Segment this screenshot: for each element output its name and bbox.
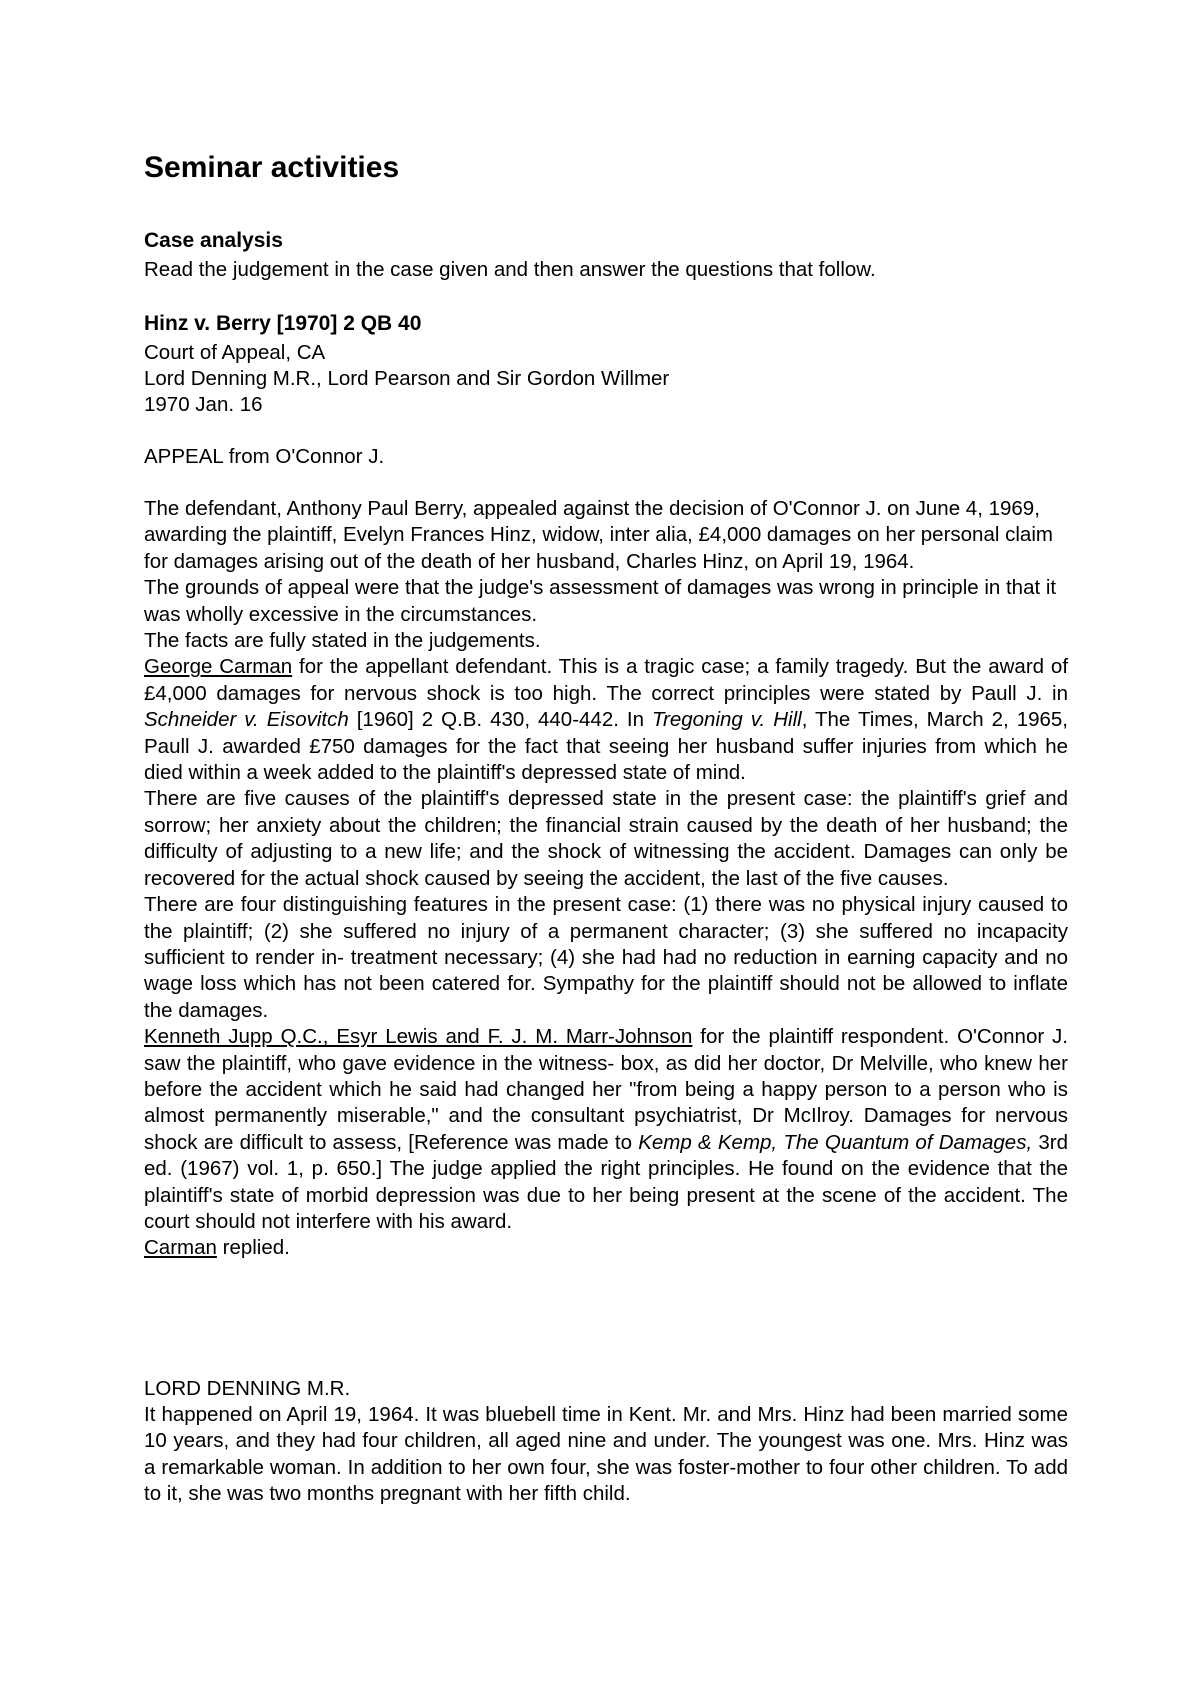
case-analysis-heading: Case analysis bbox=[144, 229, 283, 252]
date-line: 1970 Jan. 16 bbox=[144, 393, 263, 416]
judges-line: Lord Denning M.R., Lord Pearson and Sir Gordon Willmer bbox=[144, 367, 670, 390]
appellant-argument-paragraph: George Carman for the appellant defendant. This is a tragic case; a family tragedy. But the award of £4,000 damages for nervous shock is too high. The correct principles were stated by Paull J. in Schneider v. Eisovitch [1960] 2 Q.B. 430, 440-442. In Tregoning v. Hill, The Times, March 2, 1965, Paull J. awarded £750 damages for the fact that seeing her husband suffer injuries from which he died within a week added to the plaintiff's depressed state of mind. bbox=[144, 655, 1069, 785]
reply-paragraph: Carman replied. bbox=[144, 1236, 290, 1260]
case-citation: Schneider v. Eisovitch bbox=[144, 708, 349, 732]
appeal-line: APPEAL from O'Connor J. bbox=[144, 445, 385, 468]
facts-paragraph-1: The defendant, Anthony Paul Berry, appealed against the decision of O'Connor J. on June 4, 1969, awarding the plaintiff, Evelyn Frances Hinz, widow, inter alia, £4,000 damages on her personal claim for damages arising out of the death of her husband, Charles Hinz, on April 19, 1964. bbox=[144, 497, 1053, 573]
case-name-heading: Hinz v. Berry [1970] 2 QB 40 bbox=[144, 312, 422, 335]
reply-counsel: Carman bbox=[144, 1236, 217, 1260]
five-causes-paragraph: There are five causes of the plaintiff's depressed state in the present case: the plaintiff's grief and sorrow; her anxiety about the children; the financial strain caused by the death of her husband; the difficulty of adjusting to a new life; and the shock of witnessing the accident. Damages can only be recovered for the actual shock caused by seeing the accident, the last of the five causes. bbox=[144, 787, 1068, 890]
page-title: Seminar activities bbox=[144, 151, 400, 184]
facts-paragraph-3: The facts are fully stated in the judgements. bbox=[144, 629, 541, 653]
facts-paragraph-2: The grounds of appeal were that the judge's assessment of damages was wrong in principle in that it was wholly excessive in the circumstances. bbox=[144, 576, 1057, 626]
judgment-heading: LORD DENNING M.R. bbox=[144, 1377, 351, 1400]
four-features-paragraph: There are four distinguishing features in the present case: (1) there was no physical injury caused to the plaintiff; (2) she suffered no injury of a permanent character; (3) she suffered no incapacity sufficient to render in- treatment necessary; (4) she had had no reduction in earning capacity and no wage loss which has not been catered for. Sympathy for the plaintiff should not be allowed to inflate the damages. bbox=[144, 893, 1068, 1022]
respondent-counsel: Kenneth Jupp Q.C., Esyr Lewis and F. J. M. Marr-Johnson bbox=[144, 1025, 693, 1049]
instruction-text: Read the judgement in the case given and then answer the questions that follow. bbox=[144, 258, 876, 281]
case-citation: Tregoning v. Hill bbox=[652, 708, 802, 732]
judgment-paragraph: It happened on April 19, 1964. It was bluebell time in Kent. Mr. and Mrs. Hinz had been married some 10 years, and they had four children, all aged nine and under. The youngest was one. Mrs. Hinz was a remarkable woman. In addition to her own four, she was foster-mother to four other children. To add to it, she was two months pregnant with her fifth child. bbox=[144, 1403, 1068, 1506]
case-body bbox=[144, 496, 1068, 1262]
reference-citation: Kemp & Kemp, The Quantum of Damages, bbox=[638, 1130, 1033, 1154]
court-line: Court of Appeal, CA bbox=[144, 341, 326, 364]
respondent-argument-paragraph: Kenneth Jupp Q.C., Esyr Lewis and F. J. M. Marr-Johnson for the plaintiff respondent. O'Connor J. saw the plaintiff, who gave evidence in the witness- box, as did her doctor, Dr Melville, who knew her before the accident which he said had changed her "from being a happy person to a person who is almost permanently miserable," and the consultant psychiatrist, Dr McIlroy. Damages for nervous shock are difficult to assess, [Reference was made to Kemp & Kemp, The Quantum of Damages, 3rd ed. (1967) vol. 1, p. 650.] The judge applied the right principles. He found on the evidence that the plaintiff's state of morbid depression was due to her being present at the scene of the accident. The court should not interfere with his award. bbox=[144, 1025, 1068, 1233]
appellant-counsel: George Carman bbox=[144, 655, 293, 679]
